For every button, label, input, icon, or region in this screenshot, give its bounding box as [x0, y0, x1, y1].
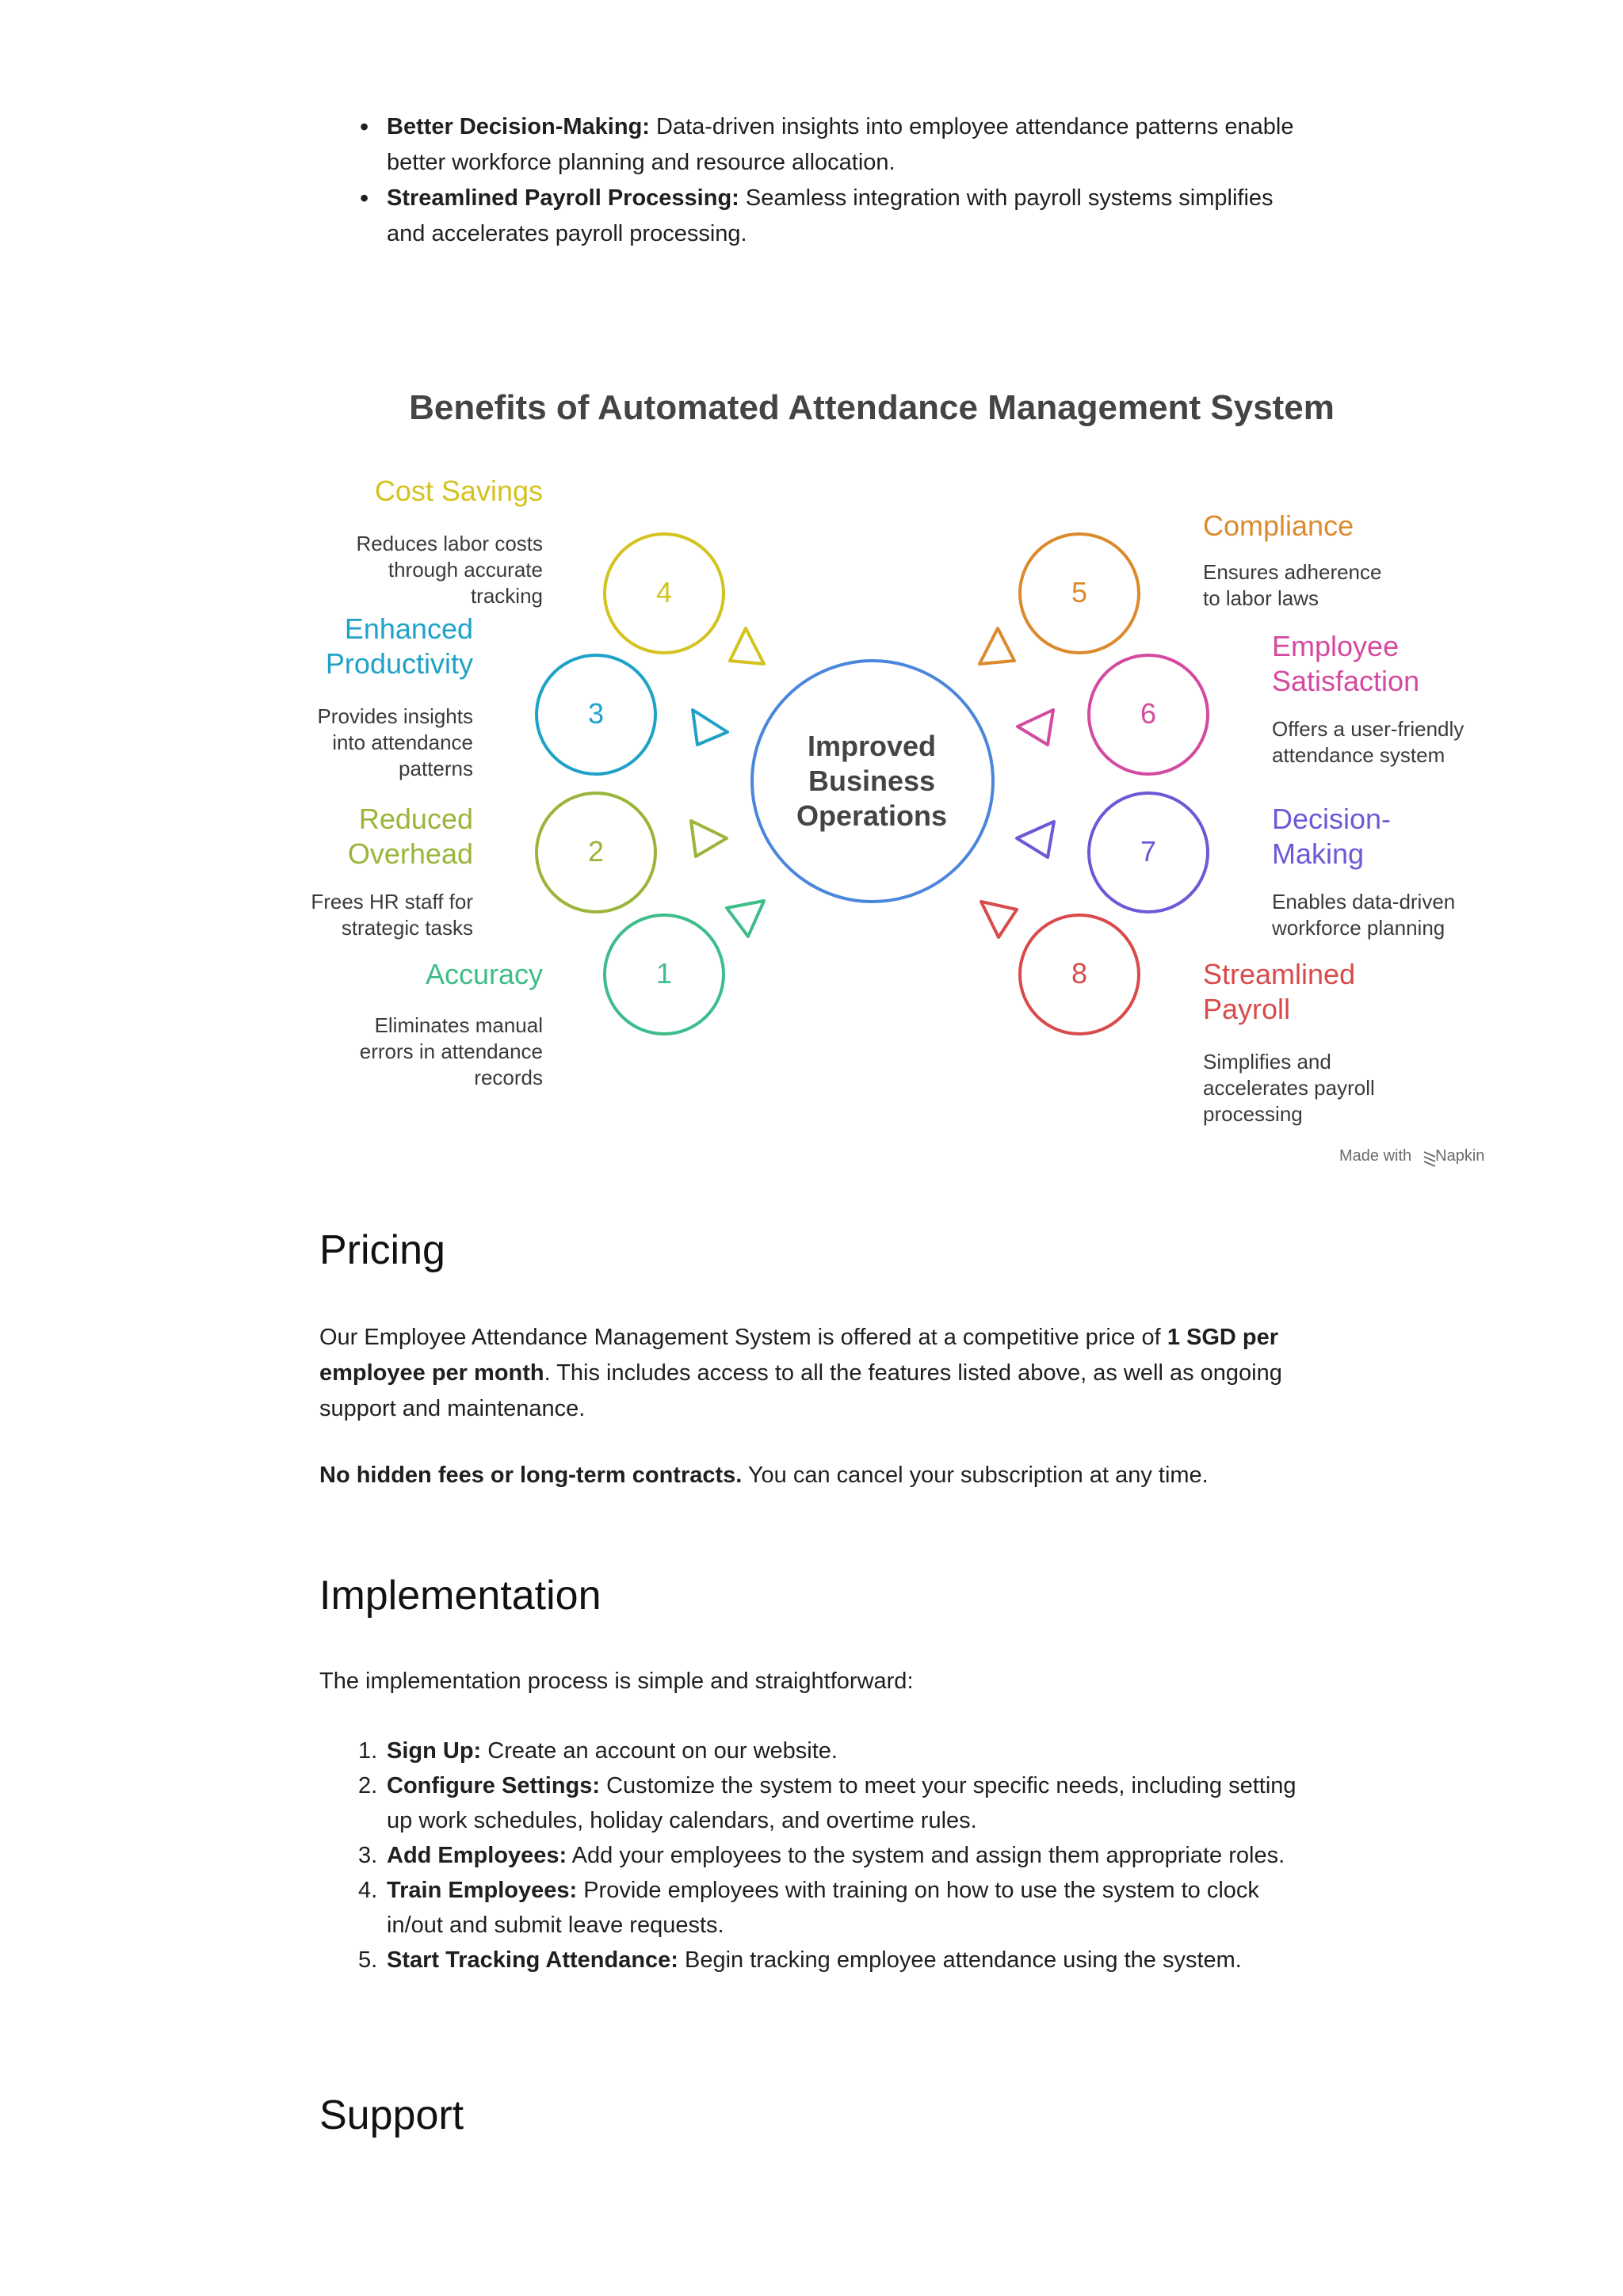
implementation-steps — [358, 1733, 1314, 1978]
number-2: 2 — [587, 835, 605, 868]
desc-compliance: Ensures adherence to labor laws — [1203, 560, 1382, 610]
number-4: 4 — [655, 576, 673, 608]
desc-streamlined-payroll: Simplifies and accelerates payroll processing — [1203, 1050, 1375, 1126]
desc-enhanced-productivity: Provides insights into attendance patterns — [317, 704, 473, 780]
arrow-8 — [981, 902, 1017, 937]
arrow-7 — [1017, 822, 1054, 857]
list-item: 1. Sign Up: Create an account on our website. — [358, 1738, 838, 1764]
desc-cost-savings: Reduces labor costs through accurate tracking — [356, 532, 543, 608]
desc-employee-satisfaction: Offers a user-friendly attendance system — [1272, 717, 1465, 767]
arrow-5 — [980, 628, 1014, 664]
label-accuracy: Accuracy — [425, 958, 543, 990]
arrow-3 — [693, 710, 727, 745]
napkin-brand: Napkin — [1435, 1147, 1485, 1165]
number-8: 8 — [1071, 957, 1088, 990]
pricing-paragraph: Our Employee Attendance Management System is offered at a competitive price of 1 SGD per employee per month. This includes access to all the features listed above, as well as ongoing support and maintenance. — [319, 1325, 1282, 1421]
list-item: 3. Add Employees: Add your employees to the system and assign them appropriate roles. — [358, 1843, 1285, 1868]
arrow-2 — [691, 821, 727, 856]
desc-reduced-overhead: Frees HR staff for strategic tasks — [311, 890, 473, 940]
pricing-note: No hidden fees or long-term contracts. You can cancel your subscription at any time. — [319, 1463, 1209, 1488]
label-employee-satisfaction: Employee Satisfaction — [1272, 630, 1420, 697]
desc-decision-making: Enables data-driven workforce planning — [1272, 890, 1456, 940]
label-compliance: Compliance — [1203, 509, 1354, 542]
number-1: 1 — [655, 957, 673, 990]
center-label: Improved Business Operations — [796, 730, 948, 832]
number-7: 7 — [1140, 835, 1157, 868]
label-streamlined-payroll: Streamlined Payroll — [1203, 958, 1356, 1025]
list-item: 4. Train Employees: Provide employees with training on how to use the system to clock in/out and submit leave requests. — [358, 1878, 1259, 1938]
implementation-heading: Implementation — [319, 1573, 601, 1619]
label-enhanced-productivity: Enhanced Productivity — [325, 612, 473, 680]
number-3: 3 — [587, 697, 605, 730]
implementation-intro: The implementation process is simple and straightforward: — [319, 1669, 914, 1694]
desc-accuracy: Eliminates manual errors in attendance records — [359, 1013, 543, 1089]
list-item: 2. Configure Settings: Customize the system to meet your specific needs, including setting up work schedules, holiday calendars, and overtime rules. — [358, 1773, 1296, 1833]
label-decision-making: Decision-Making — [1272, 803, 1392, 870]
number-6: 6 — [1140, 697, 1157, 730]
arrow-6 — [1018, 710, 1053, 745]
support-heading: Support — [319, 2092, 464, 2138]
arrow-1 — [727, 901, 764, 936]
pricing-heading: Pricing — [319, 1227, 445, 1273]
diagram-title: Benefits of Automated Attendance Management System — [409, 388, 1335, 427]
number-5: 5 — [1071, 576, 1088, 608]
arrow-4 — [730, 628, 764, 664]
list-item: 5. Start Tracking Attendance: Begin tracking employee attendance using the system. — [358, 1947, 1242, 1973]
label-cost-savings: Cost Savings — [374, 475, 543, 507]
list-item: • Streamlined Payroll Processing: Seamless integration with payroll systems simplifies and accelerates payroll processing. — [387, 181, 1306, 252]
made-with-credit: Made with Napkin — [1339, 1147, 1485, 1165]
label-reduced-overhead: Reduced Overhead — [347, 803, 473, 870]
list-item: • Better Decision-Making: Data-driven insights into employee attendance patterns enable better workforce planning and resource allocation. — [387, 109, 1306, 181]
